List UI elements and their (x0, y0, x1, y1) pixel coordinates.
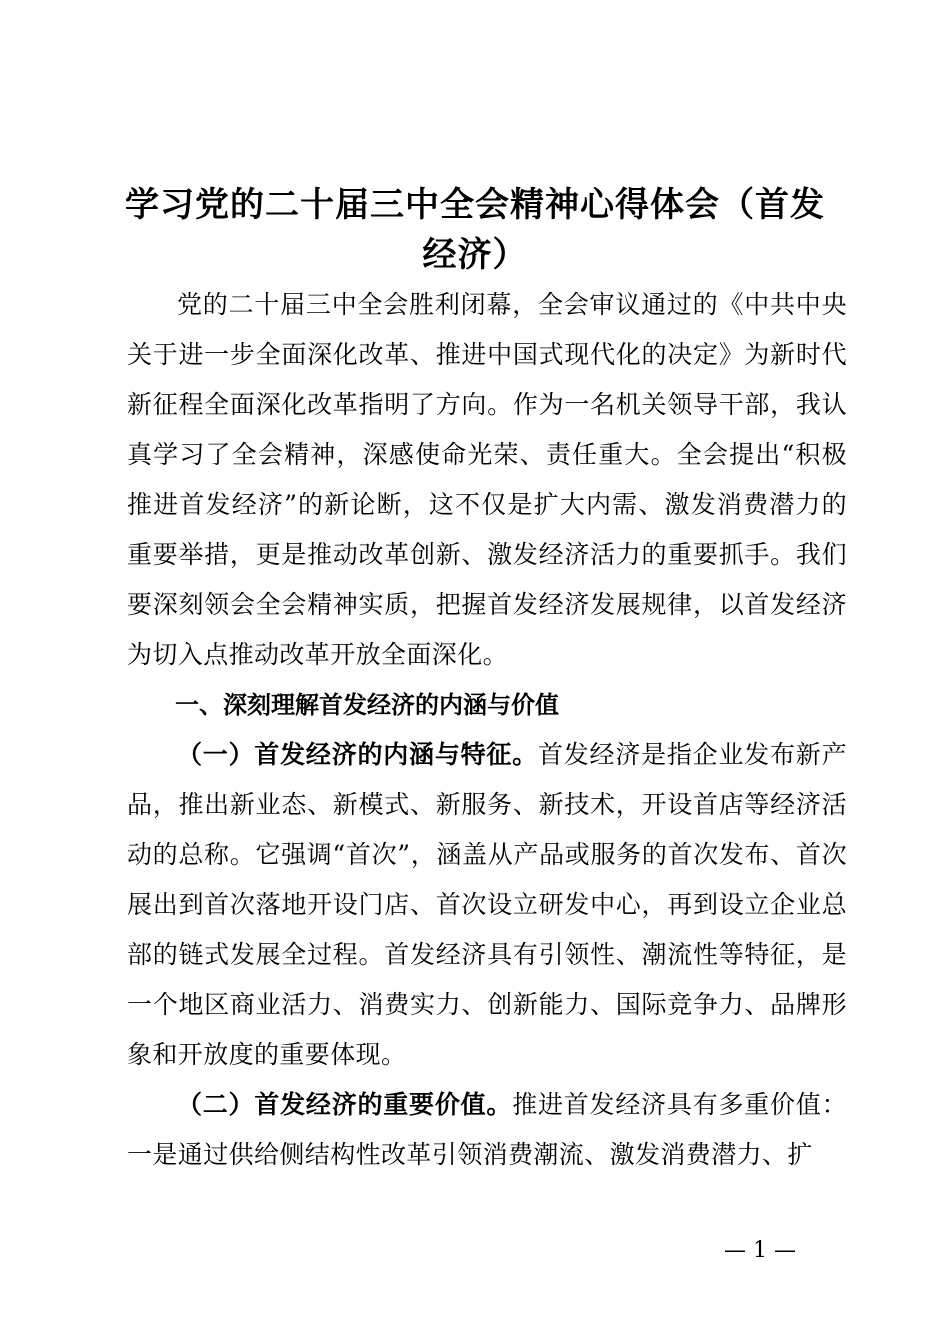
document-body (127, 280, 847, 1180)
subsection-text-2: 推进首发经济具有多重价值：一是通过供给侧结构性改革引领消费潮流、激发消费潜力、扩 (127, 1090, 848, 1169)
intro-paragraph-text: 党的二十届三中全会胜利闭幕，全会审议通过的《中共中央关于进一步全面深化改革、推进中国式现代化的决定》为新时代新征程全面深化改革指明了方向。作为一名机关领导干部，我认真学习了全会精神，深感使命光荣、责任重大。全会提出“积极推进首发经济”的新论断，这不仅是扩大内需、激发消费潜力的重要举措，更是推动改革创新、激发经济活力的重要抓手。我们要深刻领会全会精神实质，把握首发经济发展规律，以首发经济为切入点推动改革开放全面深化。 (127, 290, 847, 669)
section-heading-1: 一、深刻理解首发经济的内涵与价值 (175, 691, 559, 719)
subsection-lead-2: （二）首发经济的重要价值。 (177, 1090, 513, 1119)
subsection-text-1: 首发经济是指企业发布新产品，推出新业态、新模式、新服务、新技术，开设首店等经济活动的总称。它强调“首次”，涵盖从产品或服务的首次发布、首次展出到首次落地开设门店、首次设立研发中心，再到设立企业总部的链式发展全过程。首发经济具有引领性、潮流性等特征，是一个地区商业活力、消费实力、创新能力、国际竞争力、品牌形象和开放度的重要体现。 (127, 740, 847, 1069)
page-number: — 1 — (724, 1238, 796, 1263)
subsection-lead-1: （一）首发经济的内涵与特征。 (177, 740, 538, 769)
subsection-paragraph-2 (127, 1080, 847, 1180)
subsection-paragraph-1 (127, 730, 847, 1080)
document-title: 学习党的二十届三中全会精神心得体会（首发经济） (125, 185, 825, 275)
intro-paragraph (127, 280, 847, 680)
